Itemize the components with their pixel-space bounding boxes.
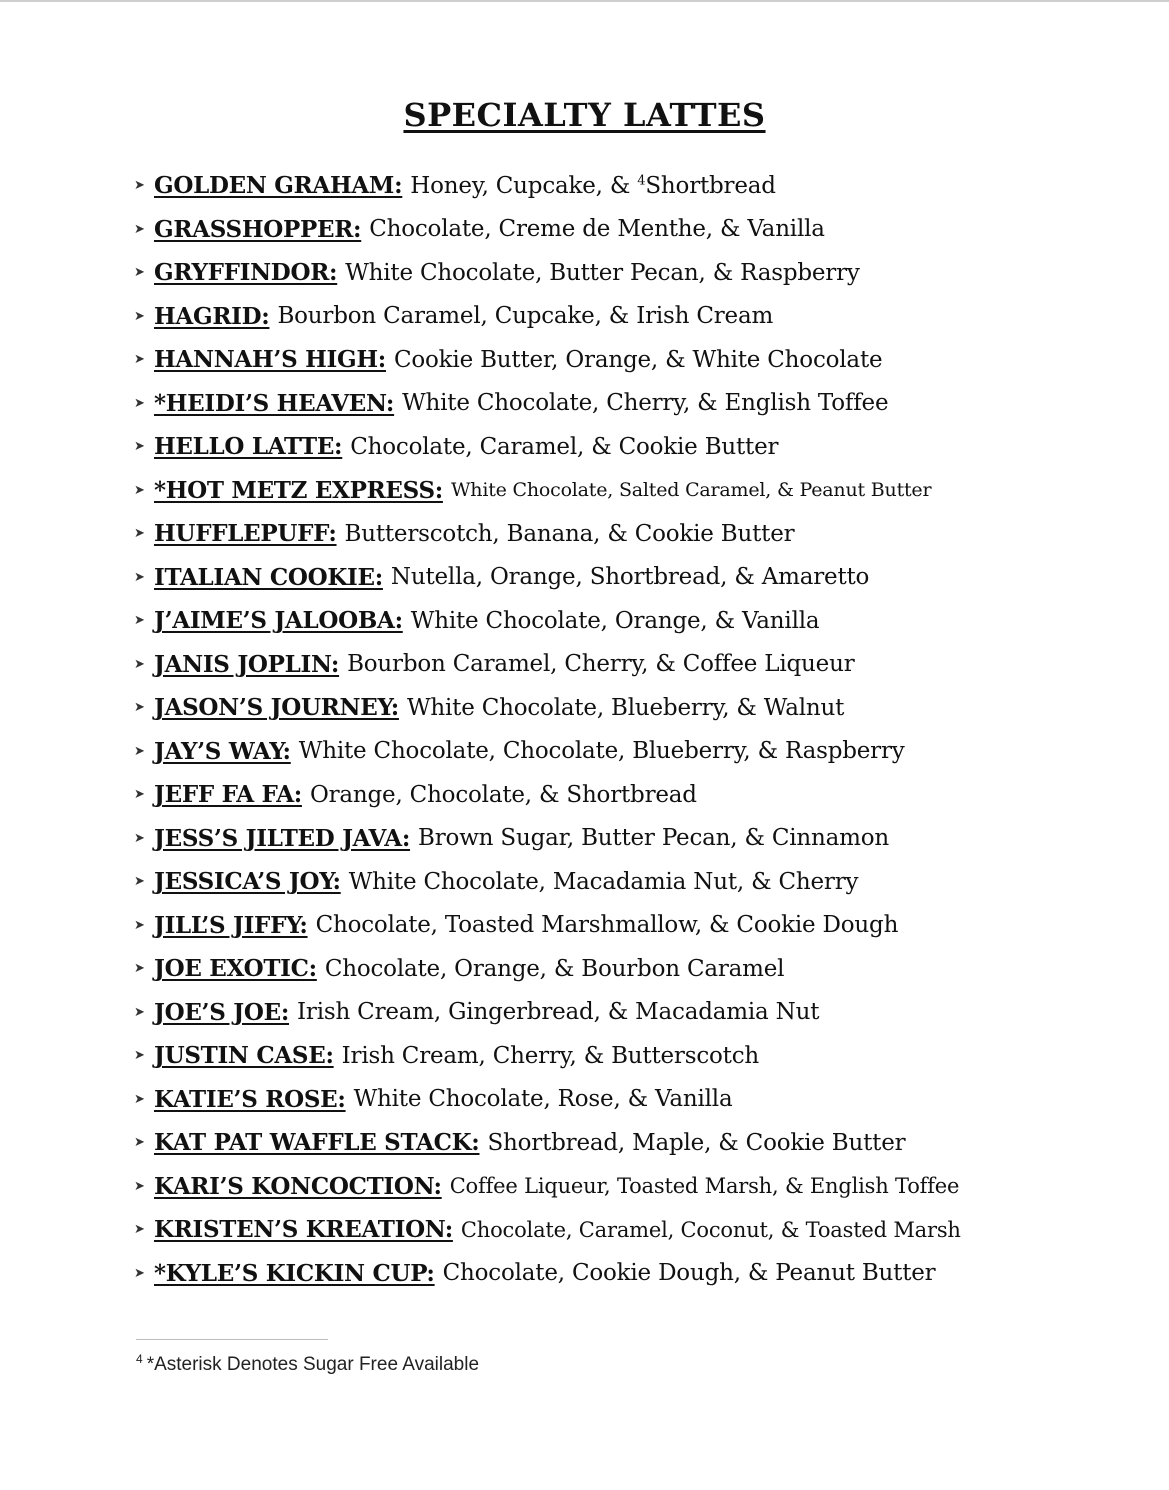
latte-ingredients [310,782,697,808]
latte-ingredients-lead: Honey, Cupcake, & [410,172,631,199]
latte-ingredients [394,347,882,373]
latte-ingredients [407,695,844,721]
latte-ingredients-text: Bourbon Caramel, Cherry, & Coffee Liqueur [347,651,855,678]
latte-ingredients-text: Butterscotch, Banana, & Cookie Butter [344,520,795,547]
list-item [134,425,1134,469]
list-item [134,251,1134,295]
arrow-bullet-icon: ➤ [134,439,145,455]
list-item [134,860,1134,904]
latte-ingredients-text: Chocolate, Orange, & Bourbon Caramel [324,955,785,982]
latte-ingredients [277,303,773,329]
latte-ingredients-text: Cookie Butter, Orange, & White Chocolate [393,346,883,373]
latte-ingredients [418,825,889,851]
latte-ingredients [443,1260,936,1286]
arrow-bullet-icon: ➤ [134,526,145,542]
list-item [134,643,1134,687]
latte-name: *HOT METZ EXPRESS: [154,476,443,504]
list-item [134,991,1134,1035]
latte-ingredients [299,738,905,764]
arrow-bullet-icon: ➤ [134,178,145,194]
list-item [134,338,1134,382]
latte-ingredients-text: Chocolate, Caramel, Coconut, & Toasted Marsh [460,1217,961,1242]
latte-name: *KYLE’S KICKIN CUP: [154,1259,435,1287]
latte-ingredients-text: Brown Sugar, Butter Pecan, & Cinnamon [418,825,890,852]
list-item [134,1121,1134,1165]
latte-ingredients-text: White Chocolate, Chocolate, Blueberry, & Raspberry [298,738,905,765]
list-item [134,1165,1134,1209]
list-item [134,556,1134,600]
latte-name: J’AIME’S JALOOBA: [154,607,403,635]
list-item [134,947,1134,991]
latte-ingredients-text: Coffee Liqueur, Toasted Marsh, & English Toffee [449,1174,960,1199]
latte-name: KATIE’S ROSE: [154,1085,346,1113]
latte-name: JOE’S JOE: [154,998,290,1026]
arrow-bullet-icon: ➤ [134,482,145,498]
latte-ingredients [297,999,819,1025]
latte-ingredients-text: Chocolate, Toasted Marshmallow, & Cookie Dough [315,912,899,939]
latte-ingredients-text: Bourbon Caramel, Cupcake, & Irish Cream [277,303,774,330]
latte-ingredients [411,608,820,634]
latte-name: HAGRID: [154,302,270,330]
footnote-divider [136,1339,328,1340]
arrow-bullet-icon: ➤ [134,1004,145,1020]
list-item [134,164,1134,208]
footnote-text: *Asterisk Denotes Sugar Free Available [146,1354,480,1375]
latte-name: HANNAH’S HIGH: [154,346,386,374]
arrow-bullet-icon: ➤ [134,961,145,977]
latte-ingredients-text: Irish Cream, Gingerbread, & Macadamia Nut [297,999,820,1026]
latte-ingredients-text: Chocolate, Creme de Menthe, & Vanilla [369,216,825,243]
latte-name: GRASSHOPPER: [154,215,362,243]
arrow-bullet-icon: ➤ [134,830,145,846]
arrow-bullet-icon: ➤ [134,656,145,672]
list-item [134,773,1134,817]
list-item [134,1252,1134,1296]
latte-ingredients-text: Irish Cream, Cherry, & Butterscotch [341,1042,759,1069]
arrow-bullet-icon: ➤ [134,700,145,716]
latte-name: JASON’S JOURNEY: [154,694,399,722]
latte-ingredients [354,1086,733,1112]
arrow-bullet-icon: ➤ [134,1048,145,1064]
arrow-bullet-icon: ➤ [134,1135,145,1151]
arrow-bullet-icon: ➤ [134,1265,145,1281]
latte-name: KRISTEN’S KREATION: [154,1216,453,1244]
latte-ingredients [345,521,795,547]
list-item [134,904,1134,948]
list-item [134,1034,1134,1078]
latte-ingredients [487,1130,905,1156]
latte-ingredients [369,216,825,242]
arrow-bullet-icon: ➤ [134,308,145,324]
latte-ingredients-text: Shortbread [645,172,776,199]
footnote-number: 4 [136,1351,143,1366]
page-title: SPECIALTY LATTES [403,96,766,134]
latte-ingredients [316,912,899,938]
arrow-bullet-icon: ➤ [134,221,145,237]
latte-ingredients-text: White Chocolate, Rose, & Vanilla [353,1086,733,1113]
latte-name: HELLO LATTE: [154,433,343,461]
list-item [134,382,1134,426]
latte-ingredients-text: White Chocolate, Orange, & Vanilla [410,607,820,634]
arrow-bullet-icon: ➤ [134,395,145,411]
list-item [134,599,1134,643]
list-item [134,686,1134,730]
list-item [134,817,1134,861]
latte-ingredients-text: Orange, Chocolate, & Shortbread [309,781,697,808]
footnote [136,1351,480,1376]
latte-name: KARI’S KONCOCTION: [154,1172,442,1200]
latte-name: JOE EXOTIC: [154,955,317,983]
latte-name: JILL’S JIFFY: [154,911,308,939]
latte-ingredients [461,1218,961,1242]
latte-ingredients [325,956,785,982]
latte-ingredients [345,260,860,286]
latte-name: GOLDEN GRAHAM: [154,172,403,200]
latte-name: JANIS JOPLIN: [154,650,340,678]
arrow-bullet-icon: ➤ [134,265,145,281]
latte-name: JESSICA’S JOY: [154,868,341,896]
latte-ingredients-text: White Chocolate, Macadamia Nut, & Cherry [348,868,859,895]
latte-ingredients [349,869,859,895]
list-item [134,295,1134,339]
latte-name: GRYFFINDOR: [154,259,338,287]
arrow-bullet-icon: ➤ [134,787,145,803]
latte-name: JAY’S WAY: [154,737,291,765]
latte-ingredients-text: Shortbread, Maple, & Cookie Butter [487,1129,906,1156]
list-item [134,1208,1134,1252]
list-item [134,1078,1134,1122]
latte-ingredients [451,479,931,501]
list-item [134,208,1134,252]
list-item [134,469,1134,513]
latte-name: JUSTIN CASE: [154,1042,334,1070]
latte-menu-list [134,164,1134,1295]
latte-ingredients [391,564,869,590]
latte-name: JEFF FA FA: [154,781,302,809]
latte-ingredients-text: White Chocolate, Cherry, & English Toffee [402,390,889,417]
latte-ingredients-text: White Chocolate, Salted Caramel, & Peanut Butter [450,479,932,502]
latte-name: HUFFLEPUFF: [154,520,337,548]
latte-ingredients [342,1043,759,1069]
arrow-bullet-icon: ➤ [134,874,145,890]
arrow-bullet-icon: ➤ [134,1222,145,1238]
arrow-bullet-icon: ➤ [134,917,145,933]
latte-ingredients [347,651,854,677]
arrow-bullet-icon: ➤ [134,743,145,759]
latte-name: *HEIDI’S HEAVEN: [154,389,395,417]
arrow-bullet-icon: ➤ [134,1178,145,1194]
latte-name: KAT PAT WAFFLE STACK: [154,1129,480,1157]
arrow-bullet-icon: ➤ [134,569,145,585]
latte-ingredients-text: White Chocolate, Blueberry, & Walnut [406,694,845,721]
latte-ingredients-text: Chocolate, Cookie Dough, & Peanut Butter [442,1260,936,1287]
latte-ingredients [410,173,776,199]
list-item [134,512,1134,556]
latte-ingredients [402,390,888,416]
arrow-bullet-icon: ➤ [134,352,145,368]
latte-ingredients [350,434,778,460]
page-top-border [0,0,1169,2]
latte-ingredients [450,1174,960,1198]
footnote-reference: 4 [637,173,646,189]
list-item [134,730,1134,774]
arrow-bullet-icon: ➤ [134,613,145,629]
latte-name: JESS’S JILTED JAVA: [154,824,411,852]
latte-ingredients-text: Nutella, Orange, Shortbread, & Amaretto [390,564,870,591]
latte-ingredients-text: Chocolate, Caramel, & Cookie Butter [350,433,779,460]
latte-name: ITALIAN COOKIE: [154,563,383,591]
arrow-bullet-icon: ➤ [134,1091,145,1107]
latte-ingredients-text: White Chocolate, Butter Pecan, & Raspberry [345,259,860,286]
